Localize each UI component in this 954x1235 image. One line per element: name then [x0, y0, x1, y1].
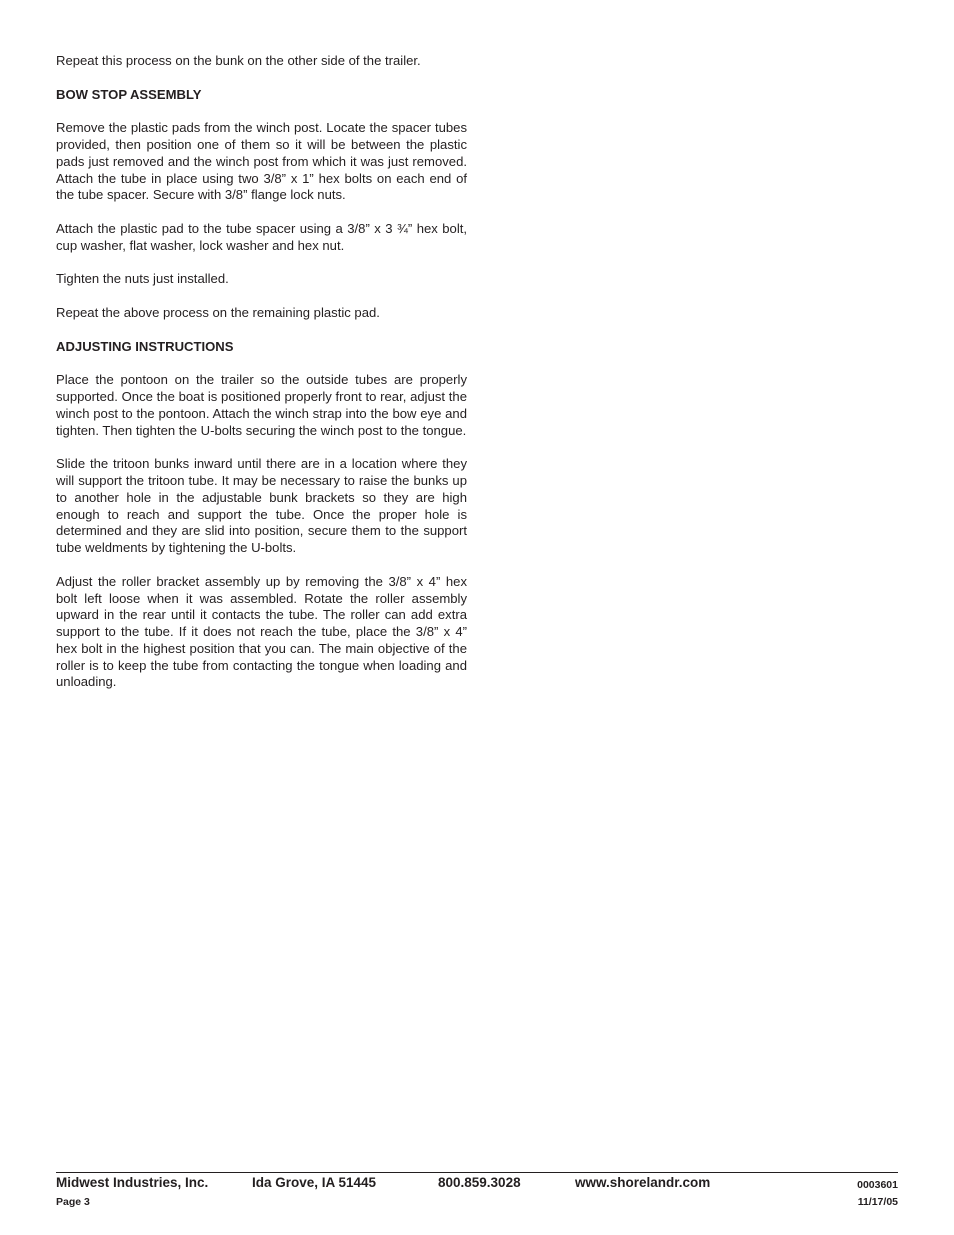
document-body: [56, 53, 467, 708]
paragraph-slide-bunks: Slide the tritoon bunks inward until there are in a location where they will support the tritoon tube. It may be necessary to raise the bunks up to another hole in the adjustable bunk brackets so they are high enough to reach and support the tube. Once the proper hole is determined and they are slid into position, secure them to the support tube weldments by tightening the U-bolts.: [56, 456, 467, 556]
footer-location: Ida Grove, IA 51445: [252, 1175, 377, 1190]
footer-website: www.shorelandr.com: [575, 1175, 711, 1190]
footer-company: Midwest Industries, Inc.: [56, 1175, 209, 1190]
footer-phone: 800.859.3028: [438, 1175, 521, 1190]
footer-doc-number: 0003601: [857, 1179, 898, 1191]
paragraph-tighten-nuts: Tighten the nuts just installed.: [56, 271, 229, 287]
paragraph-repeat-bunk: Repeat this process on the bunk on the other side of the trailer.: [56, 53, 421, 68]
paragraph-remove-pads: Remove the plastic pads from the winch post. Locate the spacer tubes provided, then position one of them so it will be between the plastic pads just removed and the winch post from which it was just removed. Attach the tube in place using two 3/8” x 1” hex bolts on each end of the tube spacer. Secure with 3/8” flange lock nuts.: [56, 120, 467, 203]
paragraph-attach-pad: Attach the plastic pad to the tube spacer using a 3/8” x 3 ¾” hex bolt, cup washer, flat washer, lock washer and hex nut.: [56, 220, 467, 253]
paragraph-repeat-pad: Repeat the above process on the remaining plastic pad.: [56, 304, 380, 320]
heading-adjusting-instructions: ADJUSTING INSTRUCTIONS: [56, 338, 234, 354]
footer-date: 11/17/05: [857, 1196, 898, 1208]
heading-bow-stop-assembly: BOW STOP ASSEMBLY: [56, 86, 202, 102]
footer-divider: [56, 1172, 898, 1173]
footer-page-number: Page 3: [56, 1196, 90, 1208]
paragraph-adjust-roller: Adjust the roller bracket assembly up by removing the 3/8” x 4” hex bolt left loose when it was assembled. Rotate the roller assembly upward in the rear until it contacts the tube. The roller can add extra support to the tube. If it does not reach the tube, place the 3/8” x 4” hex bolt in the highest position that you can. The main objective of the roller is to keep the tube from contacting the tongue when loading and unloading.: [56, 573, 467, 690]
paragraph-place-pontoon: Place the pontoon on the trailer so the outside tubes are properly supported. Once the boat is positioned properly front to rear, adjust the winch post to the pontoon. Attach the winch strap into the bow eye and tighten. Then tighten the U-bolts securing the winch post to the tongue.: [56, 372, 467, 438]
